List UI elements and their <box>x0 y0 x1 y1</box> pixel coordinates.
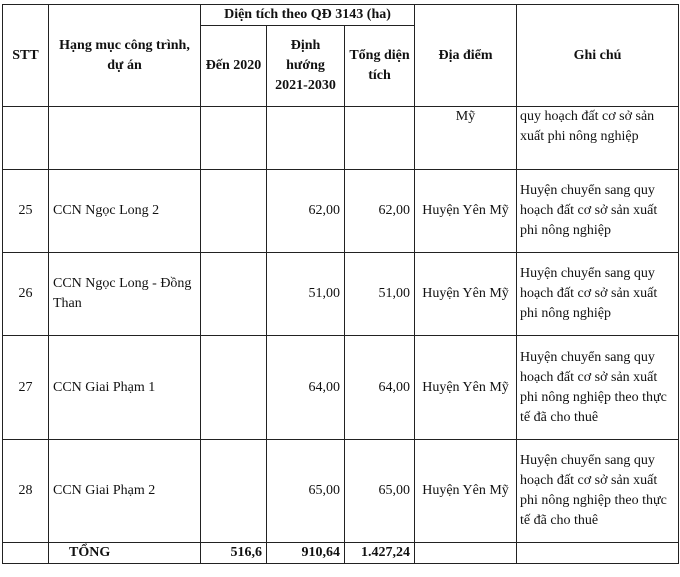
cell-to-2020 <box>201 170 267 253</box>
cell-stt: 25 <box>3 170 49 253</box>
cell-name <box>49 107 201 170</box>
table-row <box>3 336 679 440</box>
cell-note: quy hoạch đất cơ sở sản xuất phi nông nghiệp <box>517 107 679 170</box>
cell-stt: 26 <box>3 253 49 336</box>
cell-location: Huyện Yên Mỹ <box>415 253 517 336</box>
cell-to-2020 <box>201 107 267 170</box>
cell-note <box>517 543 679 564</box>
table-row <box>3 253 679 336</box>
cell-note: Huyện chuyển sang quy hoạch đất cơ sở sản xuất phi nông nghiệp theo thực tế đã cho thuê <box>517 336 679 440</box>
cell-name: CCN Giai Phạm 1 <box>49 336 201 440</box>
cell-location: Huyện Yên Mỹ <box>415 336 517 440</box>
cell-to-2020 <box>201 440 267 543</box>
cell-total: 64,00 <box>345 336 415 440</box>
header-total: Tổng diện tích <box>345 26 415 107</box>
land-area-table <box>2 4 679 564</box>
cell-stt: 28 <box>3 440 49 543</box>
cell-location: Huyện Yên Mỹ <box>415 440 517 543</box>
table-row <box>3 170 679 253</box>
cell-total: 65,00 <box>345 440 415 543</box>
total-to-2020: 516,6 <box>201 543 267 564</box>
table-row <box>3 440 679 543</box>
cell-name: CCN Ngọc Long 2 <box>49 170 201 253</box>
cell-name: CCN Ngọc Long - Đồng Than <box>49 253 201 336</box>
header-area-group: Diện tích theo QĐ 3143 (ha) <box>201 5 415 26</box>
header-stt: STT <box>3 5 49 107</box>
total-area: 1.427,24 <box>345 543 415 564</box>
cell-orient: 62,00 <box>267 170 345 253</box>
header-note: Ghi chú <box>517 5 679 107</box>
header-to-2020: Đến 2020 <box>201 26 267 107</box>
cell-stt <box>3 543 49 564</box>
header-location: Địa điểm <box>415 5 517 107</box>
cell-location: Mỹ <box>415 107 517 170</box>
cell-location: Huyện Yên Mỹ <box>415 170 517 253</box>
header-orient: Định hướng 2021-2030 <box>267 26 345 107</box>
cell-total <box>345 107 415 170</box>
cell-note: Huyện chuyển sang quy hoạch đất cơ sở sản xuất phi nông nghiệp theo thực tế đã cho thuê <box>517 440 679 543</box>
cell-total: 51,00 <box>345 253 415 336</box>
total-row <box>3 543 679 564</box>
cell-to-2020 <box>201 336 267 440</box>
header-item: Hạng mục công trình, dự án <box>49 5 201 107</box>
cell-stt: 27 <box>3 336 49 440</box>
table-row-continued <box>3 107 679 170</box>
cell-orient <box>267 107 345 170</box>
header-row-1 <box>3 5 679 26</box>
total-label: TỔNG <box>49 543 201 564</box>
cell-stt <box>3 107 49 170</box>
cell-orient: 65,00 <box>267 440 345 543</box>
cell-total: 62,00 <box>345 170 415 253</box>
cell-note: Huyện chuyển sang quy hoạch đất cơ sở sản xuất phi nông nghiệp <box>517 170 679 253</box>
cell-name: CCN Giai Phạm 2 <box>49 440 201 543</box>
cell-to-2020 <box>201 253 267 336</box>
cell-orient: 51,00 <box>267 253 345 336</box>
cell-location <box>415 543 517 564</box>
cell-note: Huyện chuyển sang quy hoạch đất cơ sở sản xuất phi nông nghiệp <box>517 253 679 336</box>
total-orient: 910,64 <box>267 543 345 564</box>
cell-orient: 64,00 <box>267 336 345 440</box>
